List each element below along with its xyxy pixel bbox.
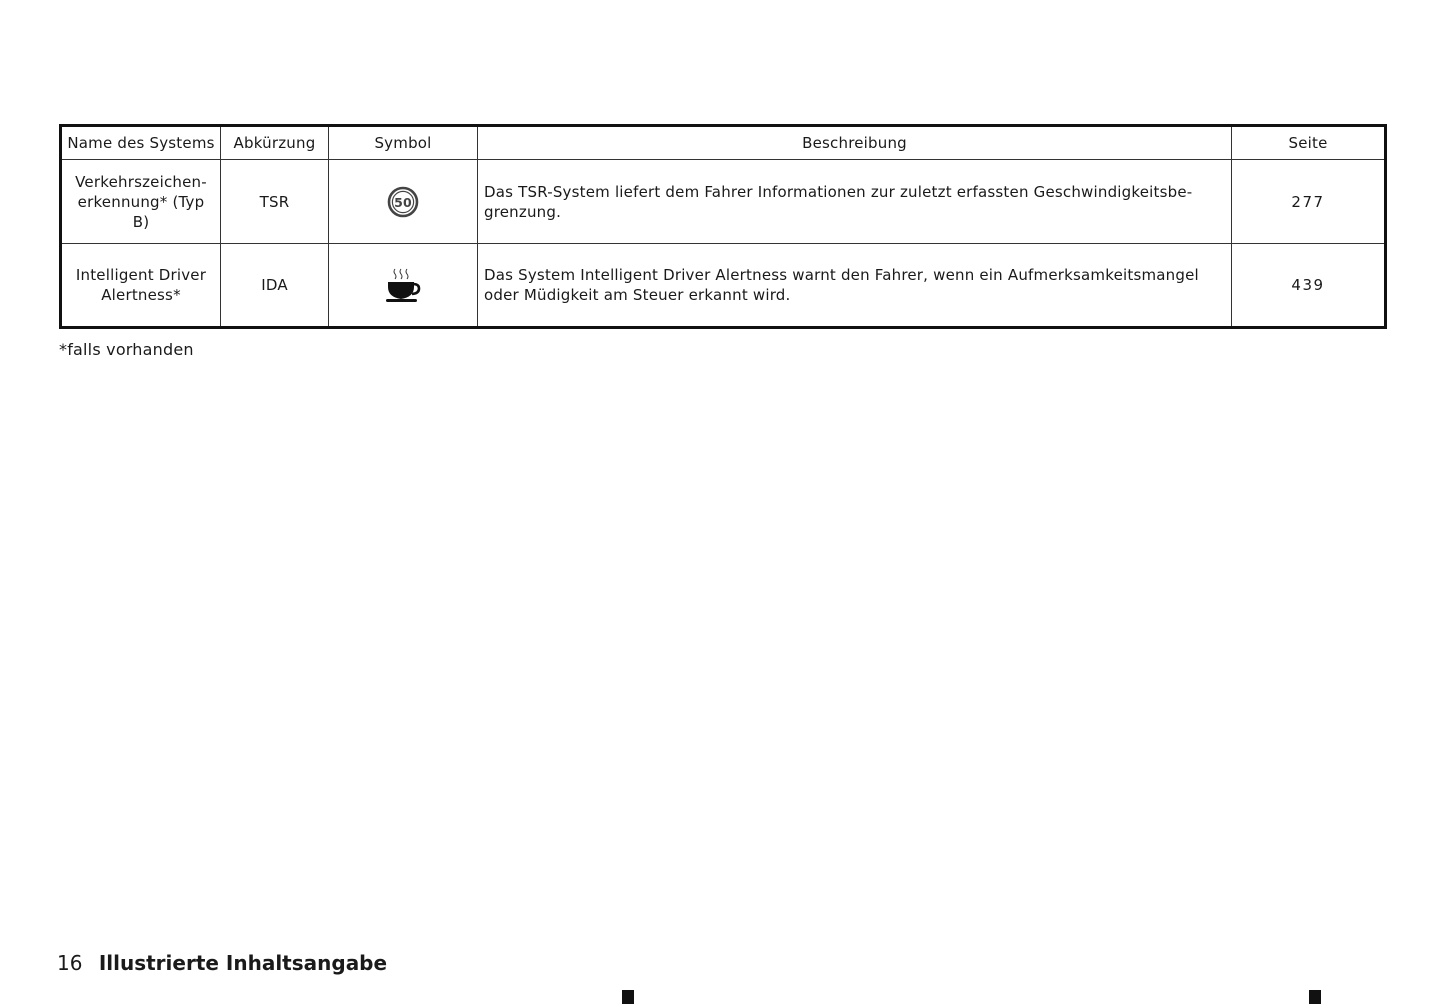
system-description: Das System Intelligent Driver Alertness warnt den Fahrer, wenn ein Aufmerksamkeitsmangel oder Müdigkeit am Steuer erkannt wird. xyxy=(478,244,1232,328)
page-footer xyxy=(57,951,387,975)
system-symbol xyxy=(329,160,478,244)
system-name: Verkehrszeichen-erkennung* (Typ B) xyxy=(61,160,221,244)
header-abbreviation: Abkürzung xyxy=(221,126,329,160)
systems-table xyxy=(59,124,1387,329)
crop-mark xyxy=(622,990,634,1004)
table-row xyxy=(61,160,1386,244)
system-name: Intelligent Driver Alertness* xyxy=(61,244,221,328)
system-abbreviation: IDA xyxy=(221,244,329,328)
page-reference: 277 xyxy=(1232,160,1386,244)
system-symbol xyxy=(329,244,478,328)
header-name: Name des Systems xyxy=(61,126,221,160)
speed-limit-50-icon xyxy=(387,186,419,218)
section-title: Illustrierte Inhaltsangabe xyxy=(98,951,388,975)
coffee-cup-icon xyxy=(382,265,424,305)
page-reference: 439 xyxy=(1232,244,1386,328)
svg-text:50: 50 xyxy=(394,194,412,210)
table-header-row xyxy=(61,126,1386,160)
page-number: 16 xyxy=(57,951,83,975)
crop-mark xyxy=(1309,990,1321,1004)
system-description: Das TSR-System liefert dem Fahrer Informationen zur zuletzt erfassten Geschwindigkeitsbe-grenzung. xyxy=(478,160,1232,244)
header-page: Seite xyxy=(1232,126,1386,160)
header-description: Beschreibung xyxy=(478,126,1232,160)
footnote: *falls vorhanden xyxy=(59,340,194,359)
system-abbreviation: TSR xyxy=(221,160,329,244)
header-symbol: Symbol xyxy=(329,126,478,160)
table-row xyxy=(61,244,1386,328)
